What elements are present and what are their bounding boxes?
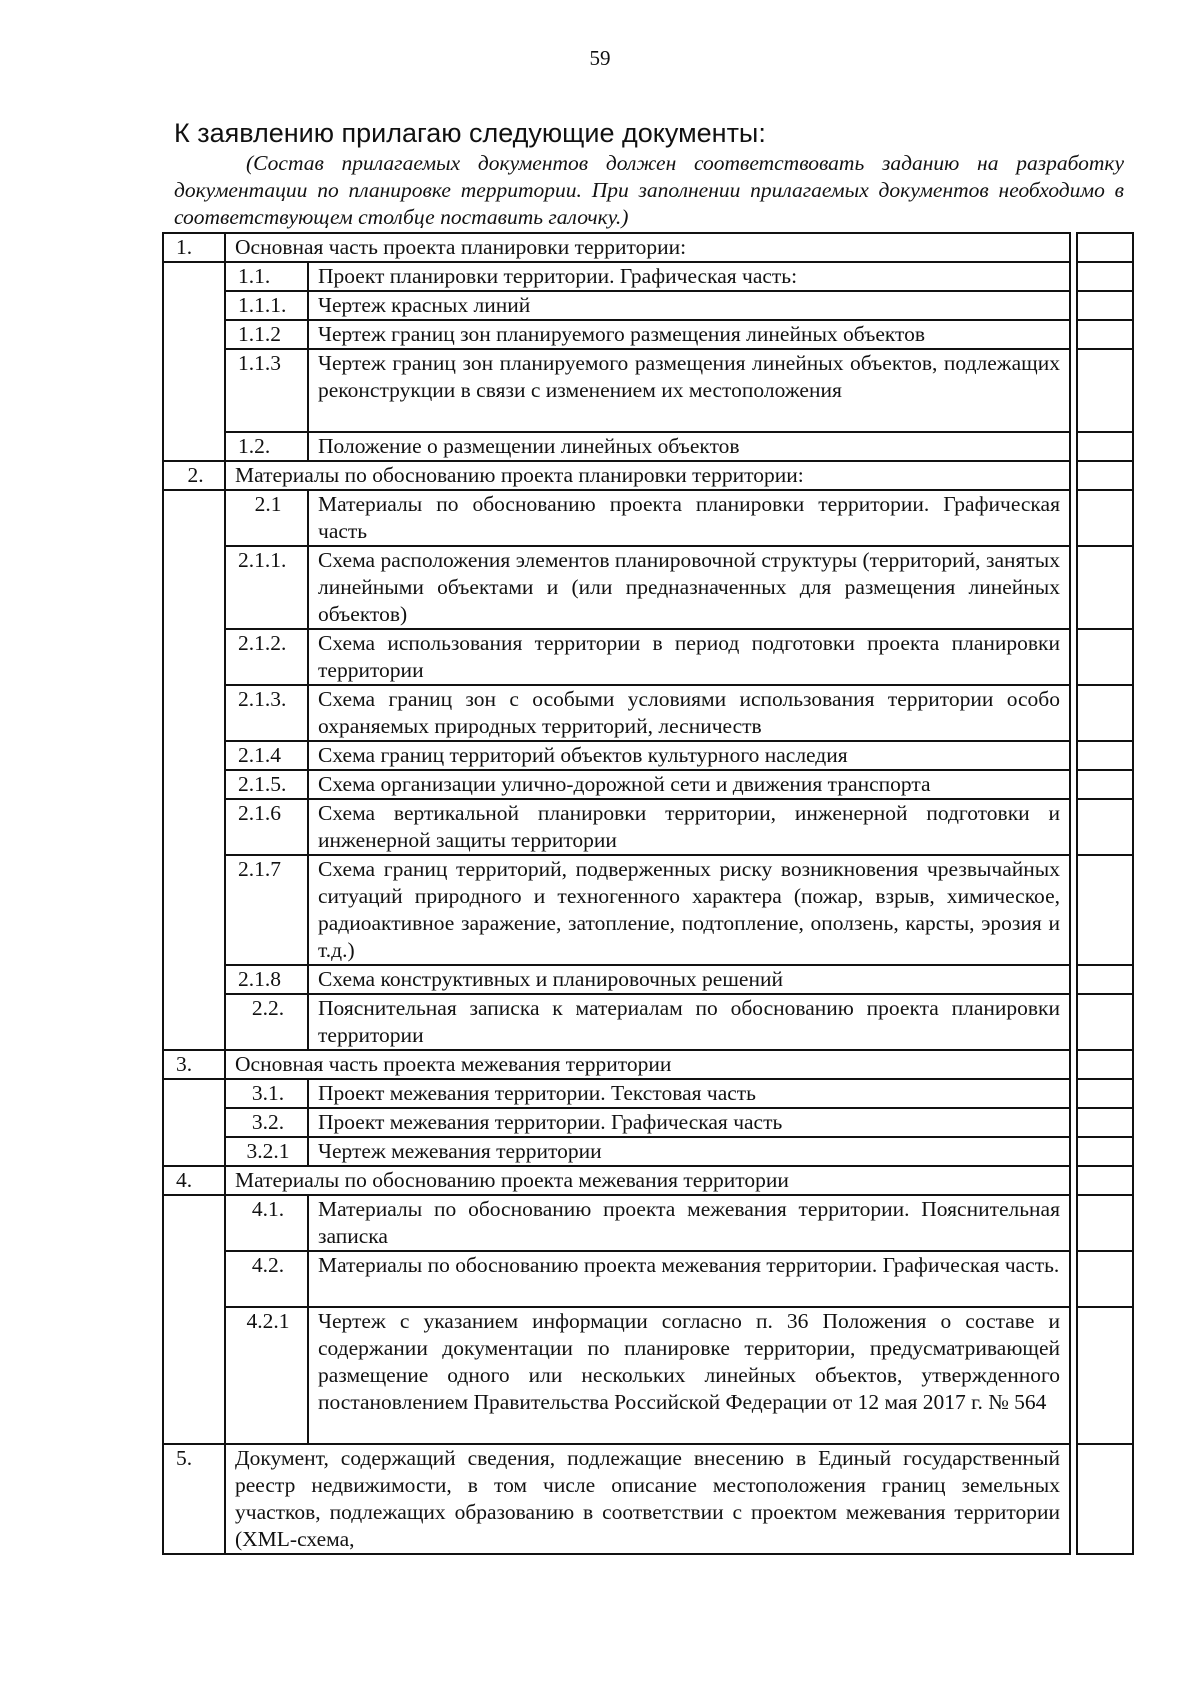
item-title: Схема использования территории в период подготовки проекта планировки территории [308,629,1070,685]
indent-cell [163,799,225,855]
section-number: 3. [163,1050,225,1079]
indent-cell [163,320,225,349]
item-title: Материалы по обоснованию проекта планировки территории. Графическая часть [308,490,1070,546]
table-row [163,1444,1070,1554]
item-number: 1.1.3 [225,349,308,432]
table-row [163,965,1070,994]
item-title: Схема границ зон с особыми условиями использования территории особо охраняемых природных территорий, лесничеств [308,685,1070,741]
item-title: Чертеж с указанием информации согласно п. 36 Положения о составе и содержании документации по планировке территории, предусматривающей размещение одного или нескольких линейных объектов, утвержденного постановлением Правительства Российской Федерации от 12 мая 2017 г. № 564 [308,1307,1070,1444]
instruction-note: (Состав прилагаемых документов должен соответствовать заданию на разработку документации по планировке территории. При заполнении прилагаемых документов необходимо в соответствующем столбце поставить галочку.) [174,151,1124,229]
section-title: Материалы по обоснованию проекта планировки территории: [225,461,1070,490]
indent-cell [163,291,225,320]
table-row [163,291,1070,320]
table-row [163,741,1070,770]
item-number: 2.1.6 [225,799,308,855]
item-number: 4.2.1 [225,1307,308,1444]
item-number: 2.1 [225,490,308,546]
table-row [163,432,1070,461]
page-heading: К заявлению прилагаю следующие документы: [174,118,766,148]
indent-cell [163,1195,225,1251]
section-number: 4. [163,1166,225,1195]
table-row [163,1050,1070,1079]
checkbox-cell[interactable] [1077,1251,1133,1307]
table-row [163,1137,1070,1166]
checkbox-cell[interactable] [1077,1444,1133,1554]
item-number: 1.1.1. [225,291,308,320]
item-title: Чертеж межевания территории [308,1137,1070,1166]
checkbox-cell[interactable] [1077,629,1133,685]
checkbox-cell[interactable] [1077,1166,1133,1195]
indent-cell [163,855,225,965]
table-row [163,1251,1070,1307]
table-row [163,1307,1070,1444]
item-number: 2.1.1. [225,546,308,629]
indent-cell [163,490,225,546]
table-row [163,685,1070,741]
checkbox-cell[interactable] [1077,262,1133,291]
item-title: Чертеж красных линий [308,291,1070,320]
checkbox-cell[interactable] [1077,965,1133,994]
table-row [163,320,1070,349]
item-title: Проект межевания территории. Графическая часть [308,1108,1070,1137]
table-row [163,461,1070,490]
table-row [163,1166,1070,1195]
indent-cell [163,1307,225,1444]
item-title: Схема конструктивных и планировочных решений [308,965,1070,994]
indent-cell [163,1079,225,1108]
item-number: 2.1.5. [225,770,308,799]
checkbox-cell[interactable] [1077,461,1133,490]
item-number: 2.1.2. [225,629,308,685]
item-title: Чертеж границ зон планируемого размещения линейных объектов, подлежащих реконструкции в связи с изменением их местоположения [308,349,1070,432]
table-row [163,546,1070,629]
section-number: 5. [163,1444,225,1554]
checkbox-cell[interactable] [1077,770,1133,799]
indent-cell [163,1251,225,1307]
checkbox-cell[interactable] [1077,741,1133,770]
table-row [163,1195,1070,1251]
checkbox-cell[interactable] [1077,349,1133,432]
item-title: Материалы по обоснованию проекта межевания территории. Пояснительная записка [308,1195,1070,1251]
checkbox-cell[interactable] [1077,685,1133,741]
page-number: 59 [589,46,611,70]
checkbox-cell[interactable] [1077,546,1133,629]
item-title: Схема организации улично-дорожной сети и движения транспорта [308,770,1070,799]
item-title: Пояснительная записка к материалам по обоснованию проекта планировки территории [308,994,1070,1050]
item-title: Положение о размещении линейных объектов [308,432,1070,461]
item-number: 2.1.4 [225,741,308,770]
checkbox-cell[interactable] [1077,1079,1133,1108]
indent-cell [163,629,225,685]
item-title: Материалы по обоснованию проекта межевания территории. Графическая часть. [308,1251,1070,1307]
item-title: Проект планировки территории. Графическая часть: [308,262,1070,291]
indent-cell [163,1108,225,1137]
table-row [163,799,1070,855]
item-number: 3.2. [225,1108,308,1137]
table-row [163,770,1070,799]
table-row [163,233,1070,262]
indent-cell [163,965,225,994]
documents-table [162,232,1071,1555]
item-number: 2.2. [225,994,308,1050]
indent-cell [163,685,225,741]
item-number: 2.1.3. [225,685,308,741]
checkbox-cell[interactable] [1077,233,1133,262]
checkbox-cell[interactable] [1077,799,1133,855]
table-row [163,349,1070,432]
item-number: 4.1. [225,1195,308,1251]
checkbox-cell[interactable] [1077,1195,1133,1251]
item-number: 2.1.7 [225,855,308,965]
indent-cell [163,262,225,291]
section-number: 1. [163,233,225,262]
table-row [163,855,1070,965]
checkmark-column [1076,232,1134,1555]
item-title: Чертеж границ зон планируемого размещения линейных объектов [308,320,1070,349]
item-title: Схема границ территорий объектов культурного наследия [308,741,1070,770]
indent-cell [163,770,225,799]
section-title: Материалы по обоснованию проекта межевания территории [225,1166,1070,1195]
item-number: 2.1.8 [225,965,308,994]
checkbox-cell[interactable] [1077,1307,1133,1444]
checkbox-cell[interactable] [1077,320,1133,349]
table-row [163,629,1070,685]
checkbox-cell[interactable] [1077,1137,1133,1166]
section-title: Документ, содержащий сведения, подлежащие внесению в Единый государственный реестр недвижимости, в том числе описание местоположения границ земельных участков, подлежащих образованию в соответствии с проектом межевания территории (XML-схема, [225,1444,1070,1554]
table-row [163,1108,1070,1137]
checkbox-cell[interactable] [1077,291,1133,320]
indent-cell [163,994,225,1050]
indent-cell [163,349,225,432]
indent-cell [163,1137,225,1166]
item-number: 3.1. [225,1079,308,1108]
item-title: Схема вертикальной планировки территории, инженерной подготовки и инженерной защиты территории [308,799,1070,855]
indent-cell [163,432,225,461]
checkbox-cell[interactable] [1077,855,1133,965]
checkbox-cell[interactable] [1077,490,1133,546]
item-number: 1.1.2 [225,320,308,349]
indent-cell [163,546,225,629]
item-title: Проект межевания территории. Текстовая часть [308,1079,1070,1108]
table-row [163,262,1070,291]
section-title: Основная часть проекта планировки территории: [225,233,1070,262]
item-number: 4.2. [225,1251,308,1307]
item-title: Схема границ территорий, подверженных риску возникновения чрезвычайных ситуаций природного и техногенного характера (пожар, взрыв, химическое, радиоактивное заражение, затопление, подтопление, оползень, карсты, эрозия и т.д.) [308,855,1070,965]
item-number: 3.2.1 [225,1137,308,1166]
indent-cell [163,741,225,770]
item-number: 1.2. [225,432,308,461]
checkbox-cell[interactable] [1077,1050,1133,1079]
checkbox-cell[interactable] [1077,432,1133,461]
table-row [163,490,1070,546]
checkbox-cell[interactable] [1077,1108,1133,1137]
item-title: Схема расположения элементов планировочной структуры (территорий, занятых линейными объектами и (или предназначенных для размещения линейных объектов) [308,546,1070,629]
item-number: 1.1. [225,262,308,291]
table-row [163,994,1070,1050]
checkbox-cell[interactable] [1077,994,1133,1050]
table-row [163,1079,1070,1108]
section-number: 2. [163,461,225,490]
section-title: Основная часть проекта межевания территории [225,1050,1070,1079]
